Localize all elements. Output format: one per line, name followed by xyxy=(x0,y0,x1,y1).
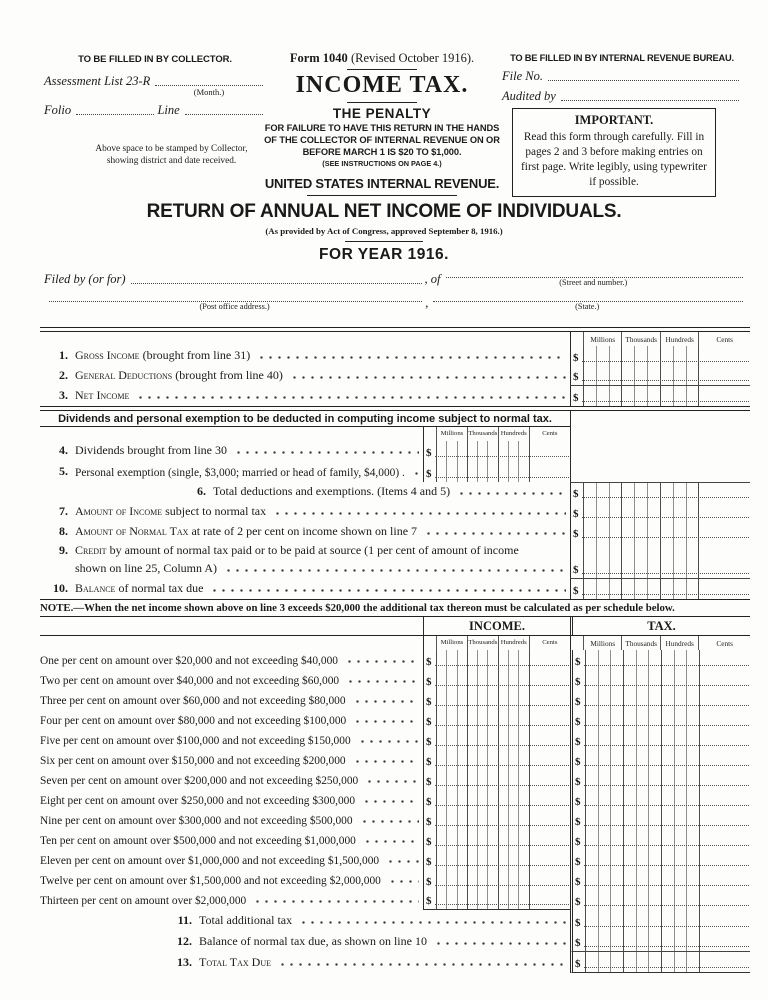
title-block xyxy=(0,201,768,264)
leader-dots xyxy=(299,910,566,928)
schedule-row: Five per cent on amount over $100,000 and not exceeding $150,000 $ $ xyxy=(40,730,750,750)
line-3-amount-field[interactable] xyxy=(570,386,750,406)
line-5-amount-field[interactable] xyxy=(423,461,570,482)
tax-amount-field[interactable] xyxy=(570,790,750,810)
income-amount-field[interactable] xyxy=(423,890,570,910)
dividends-band-title: Dividends and personal exemption to be deducted in computing income subject to normal tax. xyxy=(40,411,570,427)
file-no-field[interactable] xyxy=(548,80,739,81)
important-body: Read this form through carefully. Fill in pages 2 and 3 before making entries on first page. Write legibly, using typewriter if possible. xyxy=(521,131,707,188)
divider-rule xyxy=(347,102,417,103)
tax-header: TAX. xyxy=(570,617,750,635)
dollar-sign: $ xyxy=(426,836,432,848)
leader-dots xyxy=(253,890,419,907)
filed-by-field[interactable] xyxy=(131,283,422,284)
dollar-sign: $ xyxy=(426,796,432,808)
tax-amount-field[interactable] xyxy=(570,870,750,890)
line-7-row: 7. Amount of Income subject to normal tax $ xyxy=(40,502,750,522)
leader-dots xyxy=(290,366,566,383)
file-no-label: File No. xyxy=(502,69,543,83)
audited-by-label: Audited by xyxy=(502,89,556,103)
tax-amount-field[interactable] xyxy=(570,830,750,850)
bureau-section xyxy=(502,53,742,197)
dollar-sign: $ xyxy=(575,937,581,949)
income-tax-title: INCOME TAX. xyxy=(295,72,469,98)
collector-header: TO BE FILLED IN BY COLLECTOR. xyxy=(78,54,232,65)
line-8-row: 8. Amount of Normal Tax at rate of 2 per cent on income shown on line 7 $ xyxy=(40,522,750,542)
dividends-band-row xyxy=(40,411,750,427)
line-4-amount-field[interactable] xyxy=(423,441,570,461)
dollar-sign: $ xyxy=(573,488,579,500)
line-9-row: 9. Credit by amount of normal tax paid or to be paid at source (1 per cent of amount of income shown on line 25, Column A) $ xyxy=(40,542,750,579)
tax-amount-field[interactable] xyxy=(570,750,750,770)
line-10-amount-field[interactable] xyxy=(570,579,750,599)
leader-dots xyxy=(353,710,419,727)
line-13-row: 13. Total Tax Due $ xyxy=(40,952,750,973)
leader-dots xyxy=(424,522,566,539)
form-head-section xyxy=(264,51,500,196)
dollar-sign: $ xyxy=(573,585,579,597)
penalty-body: FOR FAILURE TO HAVE THIS RETURN IN THE HANDS OF THE COLLECTOR OF INTERNAL REVENUE ON OR BEFORE MARCH 1 IS $20 TO $1,000. xyxy=(264,123,500,158)
line-10-row: 10. Balance of normal tax due $ xyxy=(40,579,750,599)
leader-dots xyxy=(360,810,419,827)
dollar-sign: $ xyxy=(575,676,581,688)
dollar-sign: $ xyxy=(575,876,581,888)
schedule-row: Eleven per cent on amount over $1,000,000 and not exceeding $1,500,000 $ $ xyxy=(40,850,750,870)
leader-dots xyxy=(257,346,566,363)
tax-amount-field[interactable] xyxy=(570,890,750,910)
tax-amount-field[interactable] xyxy=(570,690,750,710)
line-2-row: 2. General Deductions (brought from line 40) $ xyxy=(40,366,750,386)
leader-dots xyxy=(457,482,566,499)
leader-dots xyxy=(273,502,566,519)
assessment-list-label: Assessment List 23-R xyxy=(44,74,151,88)
line-label: Line xyxy=(157,103,180,117)
line-12-row: 12. Balance of normal tax due, as shown on line 10 $ xyxy=(40,931,750,952)
line-9-amount-field[interactable] xyxy=(570,542,750,579)
dollar-sign: $ xyxy=(575,796,581,808)
dollar-sign: $ xyxy=(426,656,432,668)
assessment-list-field[interactable] xyxy=(155,85,263,86)
dollar-sign: $ xyxy=(426,856,432,868)
tax-amount-field[interactable] xyxy=(570,730,750,750)
form-number: Form 1040 (Revised October 1916). xyxy=(289,51,475,65)
dollar-sign: $ xyxy=(575,896,581,908)
leader-dots xyxy=(365,770,419,787)
line-11-amount-field[interactable] xyxy=(570,910,750,931)
leader-dots xyxy=(362,790,419,807)
schedule-row: Seven per cent on amount over $200,000 and not exceeding $250,000 $ $ xyxy=(40,770,750,790)
line-4-row: 4. Dividends brought from line 30 $ xyxy=(40,441,750,461)
tax-amount-field[interactable] xyxy=(570,670,750,690)
tax-amount-field[interactable] xyxy=(570,850,750,870)
stamp-note: Above space to be stamped by Collector, showing district and date received. xyxy=(95,144,248,166)
line-2-amount-field[interactable] xyxy=(570,366,750,386)
income-amount-field[interactable] xyxy=(423,830,570,850)
tax-amount-field[interactable] xyxy=(570,770,750,790)
schedule-row: Ten per cent on amount over $500,000 and not exceeding $1,000,000 $ $ xyxy=(40,830,750,850)
income-amount-field[interactable] xyxy=(423,850,570,870)
street-caption: (Street and number.) xyxy=(559,278,628,287)
divider-rule xyxy=(307,195,457,196)
dollar-sign: $ xyxy=(426,895,432,907)
dollar-sign: $ xyxy=(426,468,432,480)
tax-amount-field[interactable] xyxy=(570,650,750,670)
line-6-row: 6. Total deductions and exemptions. (Items 4 and 5) $ xyxy=(40,482,750,502)
dollar-sign: $ xyxy=(426,776,432,788)
leader-dots xyxy=(346,670,419,687)
state-caption: (State.) xyxy=(575,302,600,311)
divider-rule xyxy=(347,69,417,70)
month-caption: (Month.) xyxy=(193,87,225,97)
subtitle: (As provided by Act of Congress, approved September 8, 1916.) xyxy=(265,226,503,236)
line-field[interactable] xyxy=(185,114,263,115)
dollar-sign: $ xyxy=(575,856,581,868)
year-title: FOR YEAR 1916. xyxy=(319,246,449,263)
dollar-sign: $ xyxy=(575,696,581,708)
dollar-sign: $ xyxy=(573,564,579,576)
dollar-sign: $ xyxy=(575,816,581,828)
dollar-sign: $ xyxy=(573,371,579,383)
collector-section xyxy=(44,54,266,167)
important-title: IMPORTANT. xyxy=(574,113,654,127)
dollar-sign: $ xyxy=(426,756,432,768)
amount-column-header: Millions Thousands Hundreds Cents xyxy=(570,332,750,346)
usir-title: UNITED STATES INTERNAL REVENUE. xyxy=(264,176,500,192)
leader-dots xyxy=(358,730,419,747)
tax-amount-field[interactable] xyxy=(570,710,750,730)
leader-dots xyxy=(363,830,419,847)
dollar-sign: $ xyxy=(426,676,432,688)
line-1-row: 1. Gross Income (brought from line 31) $ xyxy=(40,346,750,366)
dollar-sign: $ xyxy=(426,696,432,708)
line-5-row: 5. Personal exemption (single, $3,000; married or head of family, $4,000) . $ xyxy=(40,461,750,482)
income-amount-field[interactable] xyxy=(423,810,570,830)
income-column-header: Millions Thousands Hundreds Cents xyxy=(423,636,570,650)
penalty-title: THE PENALTY xyxy=(332,106,432,121)
main-title: RETURN OF ANNUAL NET INCOME OF INDIVIDUALS. xyxy=(146,201,622,222)
dollar-sign: $ xyxy=(426,876,432,888)
line-13-amount-field[interactable] xyxy=(570,952,750,973)
important-box xyxy=(512,108,716,197)
leader-dots xyxy=(386,850,419,867)
schedule-row: Four per cent on amount over $80,000 and not exceeding $100,000 $ $ xyxy=(40,710,750,730)
income-header: INCOME. xyxy=(423,617,570,635)
tax-column-header: Millions Thousands Hundreds Cents xyxy=(570,636,750,650)
income-amount-field[interactable] xyxy=(423,790,570,810)
schedule-row: Nine per cent on amount over $300,000 and not exceeding $500,000 $ $ xyxy=(40,810,750,830)
income-amount-field[interactable] xyxy=(423,870,570,890)
income-amount-field[interactable] xyxy=(423,750,570,770)
schedule-row: Thirteen per cent on amount over $2,000,000 $ $ xyxy=(40,890,750,910)
line-8-amount-field[interactable] xyxy=(570,522,750,542)
schedule-row: Three per cent on amount over $60,000 and not exceeding $80,000 $ $ xyxy=(40,690,750,710)
schedule-row: Two per cent on amount over $40,000 and not exceeding $60,000 $ $ xyxy=(40,670,750,690)
tax-amount-field[interactable] xyxy=(570,810,750,830)
po-caption: (Post office address.) xyxy=(199,302,270,311)
schedule-row: Six per cent on amount over $150,000 and not exceeding $200,000 $ $ xyxy=(40,750,750,770)
leader-dots xyxy=(224,561,566,576)
note-band: NOTE.—When the net income shown above on line 3 exceeds $20,000 the additional tax thereon must be calculated as per schedule below. xyxy=(40,599,750,617)
dollar-sign: $ xyxy=(573,352,579,364)
bureau-header: TO BE FILLED IN BY INTERNAL REVENUE BUREAU. xyxy=(510,53,734,63)
income-amount-field[interactable] xyxy=(423,770,570,790)
filed-by-label: Filed by (or for) xyxy=(44,272,126,286)
folio-field[interactable] xyxy=(76,114,154,115)
leader-dots xyxy=(210,579,566,596)
line-12-amount-field[interactable] xyxy=(570,931,750,952)
penalty-caption: (SEE INSTRUCTIONS ON PAGE 4.) xyxy=(322,159,442,169)
dollar-sign: $ xyxy=(575,836,581,848)
leader-dots xyxy=(345,650,419,667)
leader-dots xyxy=(353,690,419,707)
leader-dots xyxy=(353,750,419,767)
line-11-row: 11. Total additional tax $ xyxy=(40,910,750,931)
dollar-sign: $ xyxy=(426,447,432,459)
divider-rule xyxy=(345,241,423,242)
dollar-sign: $ xyxy=(573,528,579,540)
line-1-amount-field[interactable] xyxy=(570,346,750,366)
dollar-sign: $ xyxy=(575,756,581,768)
line-6-amount-field[interactable] xyxy=(570,482,750,502)
income-amount-field[interactable] xyxy=(423,730,570,750)
dollar-sign: $ xyxy=(575,776,581,788)
schedule-group-header xyxy=(40,617,750,636)
leader-dots xyxy=(434,931,566,949)
leader-dots xyxy=(234,441,419,458)
dollar-sign: $ xyxy=(573,508,579,520)
income-amount-field[interactable] xyxy=(423,710,570,730)
dollar-sign: $ xyxy=(426,716,432,728)
mid-column-header: Millions Thousands Hundreds Cents xyxy=(423,427,570,441)
schedule-row: Eight per cent on amount over $250,000 and not exceeding $300,000 $ $ xyxy=(40,790,750,810)
dollar-sign: $ xyxy=(573,392,579,404)
dollar-sign: $ xyxy=(575,716,581,728)
dollar-sign: $ xyxy=(575,917,581,929)
line-7-amount-field[interactable] xyxy=(570,502,750,522)
schedule-row: One per cent on amount over $20,000 and not exceeding $40,000 $ $ xyxy=(40,650,750,670)
income-amount-field[interactable] xyxy=(423,670,570,690)
dollar-sign: $ xyxy=(575,736,581,748)
line-3-row: 3. Net Income $ xyxy=(40,386,750,406)
dollar-sign: $ xyxy=(426,736,432,748)
folio-label: Folio xyxy=(44,103,72,117)
income-amount-field[interactable] xyxy=(423,650,570,670)
main-table xyxy=(40,327,750,973)
dollar-sign: $ xyxy=(575,958,581,970)
comma: , xyxy=(425,296,429,310)
dollar-sign: $ xyxy=(575,656,581,668)
income-amount-field[interactable] xyxy=(423,690,570,710)
leader-dots xyxy=(412,461,419,479)
filed-by-section xyxy=(44,272,746,311)
leader-dots xyxy=(278,952,566,970)
leader-dots xyxy=(136,386,566,403)
of-label: , of xyxy=(424,272,441,286)
audited-by-field[interactable] xyxy=(561,100,739,101)
dollar-sign: $ xyxy=(426,816,432,828)
schedule-row: Twelve per cent on amount over $1,500,000 and not exceeding $2,000,000 $ $ xyxy=(40,870,750,890)
leader-dots xyxy=(388,870,419,887)
